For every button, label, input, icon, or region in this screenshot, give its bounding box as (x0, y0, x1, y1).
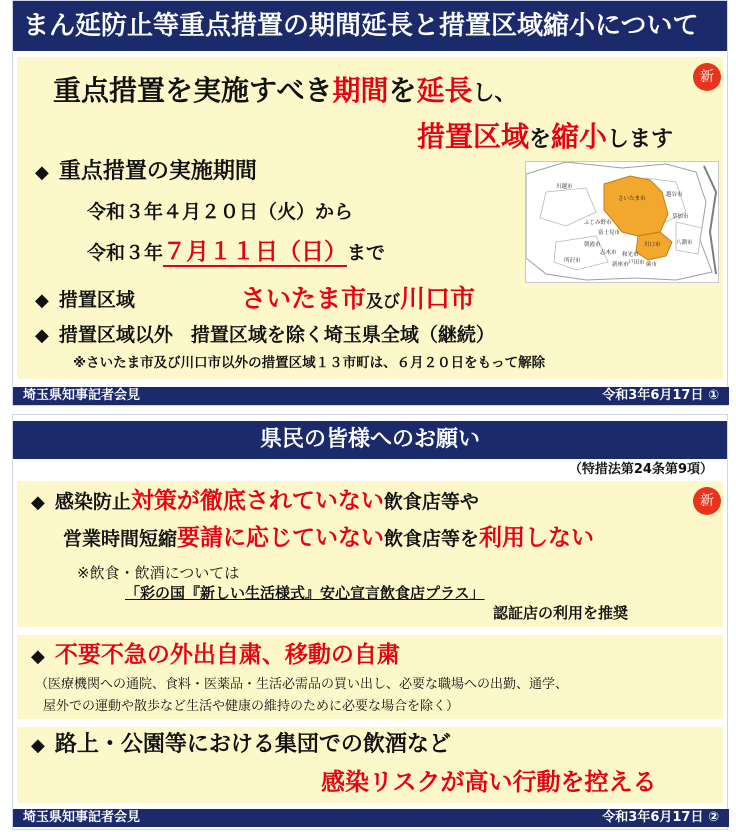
diamond-bullet-icon: ◆ (31, 735, 45, 756)
new-badge: 新 (693, 63, 721, 91)
request-panel-drinking (17, 727, 723, 803)
certification-name: 「彩の国『新しい生活様式』安心宣言飲食店プラス」 (125, 584, 485, 602)
slide1-footer-right: 令和3年6月17日 ① (602, 388, 719, 403)
outing-note-line1: （医療機関への通院、食料・医薬品・生活必需品の買い出し、必要な職場への出勤、通学、 (35, 677, 569, 692)
map-label: 新座市 (612, 262, 629, 268)
diamond-bullet-icon: ◆ (31, 492, 45, 513)
slide1-panel (17, 57, 723, 379)
slide1-title-bar (13, 1, 727, 51)
map-label: さいたま市 (618, 196, 646, 202)
map-label: 所沢市 (564, 258, 581, 264)
period-from: 令和３年４月２０日（火）から (87, 201, 354, 223)
slide1-footer-left: 埼玉県知事記者会見 (23, 388, 141, 403)
map-label: 川越市 (556, 184, 573, 190)
slide2-title-bar (13, 421, 727, 459)
dining-note-prefix: ※飲食・飲酒については (77, 564, 240, 582)
diamond-bullet-icon: ◆ (31, 646, 45, 667)
headline-line1: 重点措置を実施すべき期間を延長し、 (53, 74, 517, 107)
map-label: 川口市 (644, 242, 661, 248)
period-end-date: ７月１１日（日） (163, 239, 348, 265)
slide-1 (12, 0, 728, 406)
request-panel-outing (17, 635, 723, 719)
law-reference: （特措法第24条第9項） (568, 462, 713, 477)
map-label: 蕨市 (646, 262, 658, 268)
map-label: 八潮市 (676, 240, 693, 246)
map-label: 志木市 (600, 250, 617, 256)
diamond-bullet-icon: ◆ (35, 290, 49, 311)
outing-note-line2: 屋外での運動や散歩など生活や健康の維持のために必要な場合を除く） (43, 699, 460, 714)
new-badge: 新 (693, 487, 721, 515)
slide2-footer-left: 埼玉県知事記者会見 (23, 810, 141, 825)
slide2-footer (13, 809, 729, 827)
slide-2 (12, 414, 728, 830)
map-graphic (526, 162, 718, 282)
diamond-bullet-icon: ◆ (35, 162, 49, 183)
period-to: 令和３年７月１１日（日）まで (87, 239, 386, 265)
slide1-title: まん延防止等重点措置の期間延長と措置区域縮小について (23, 11, 699, 41)
outside-row: ◆ 措置区域以外 措置区域を除く埼玉県全域（継続） (35, 324, 495, 346)
note: ※さいたま市及び川口市以外の措置区域１３市町は、６月２０日をもって解除 (73, 355, 546, 371)
map-label: ふじみ野市 (584, 220, 612, 226)
slide2-title: 県民の皆様へのお願い (259, 427, 480, 452)
map-label: 朝霞市 (584, 242, 601, 248)
period-heading: ◆ 重点措置の実施期間 (35, 159, 257, 184)
area-row: ◆ 措置区域 (35, 289, 135, 311)
dining-line2: 営業時間短縮要請に応じていない飲食店等を利用しない (63, 525, 595, 551)
saitama-map (525, 161, 719, 283)
area-cities: さいたま市及び川口市 (241, 284, 476, 313)
map-label: 草加市 (672, 214, 689, 220)
slide1-footer (13, 387, 729, 405)
map-label: 富士見市 (598, 230, 621, 236)
map-label: 越谷市 (666, 192, 683, 198)
drinking-line1: ◆ 路上・公園等における集団での飲酒など (31, 732, 451, 757)
headline-line2: 措置区域を縮小します (417, 120, 674, 153)
diamond-bullet-icon: ◆ (35, 325, 49, 346)
dining-note-suffix: 認証店の利用を推奨 (493, 604, 629, 622)
outing-heading: ◆ 不要不急の外出自粛、移動の自粛 (31, 642, 400, 668)
drinking-line2: 感染リスクが高い行動を控える (321, 768, 657, 796)
map-label: 戸田市 (628, 260, 645, 266)
dining-line1: ◆ 感染防止対策が徹底されていない飲食店等や (31, 488, 479, 514)
request-panel-dining (17, 481, 723, 627)
slide2-footer-right: 令和3年6月17日 ② (602, 810, 719, 825)
map-label: 和光市 (622, 252, 639, 258)
